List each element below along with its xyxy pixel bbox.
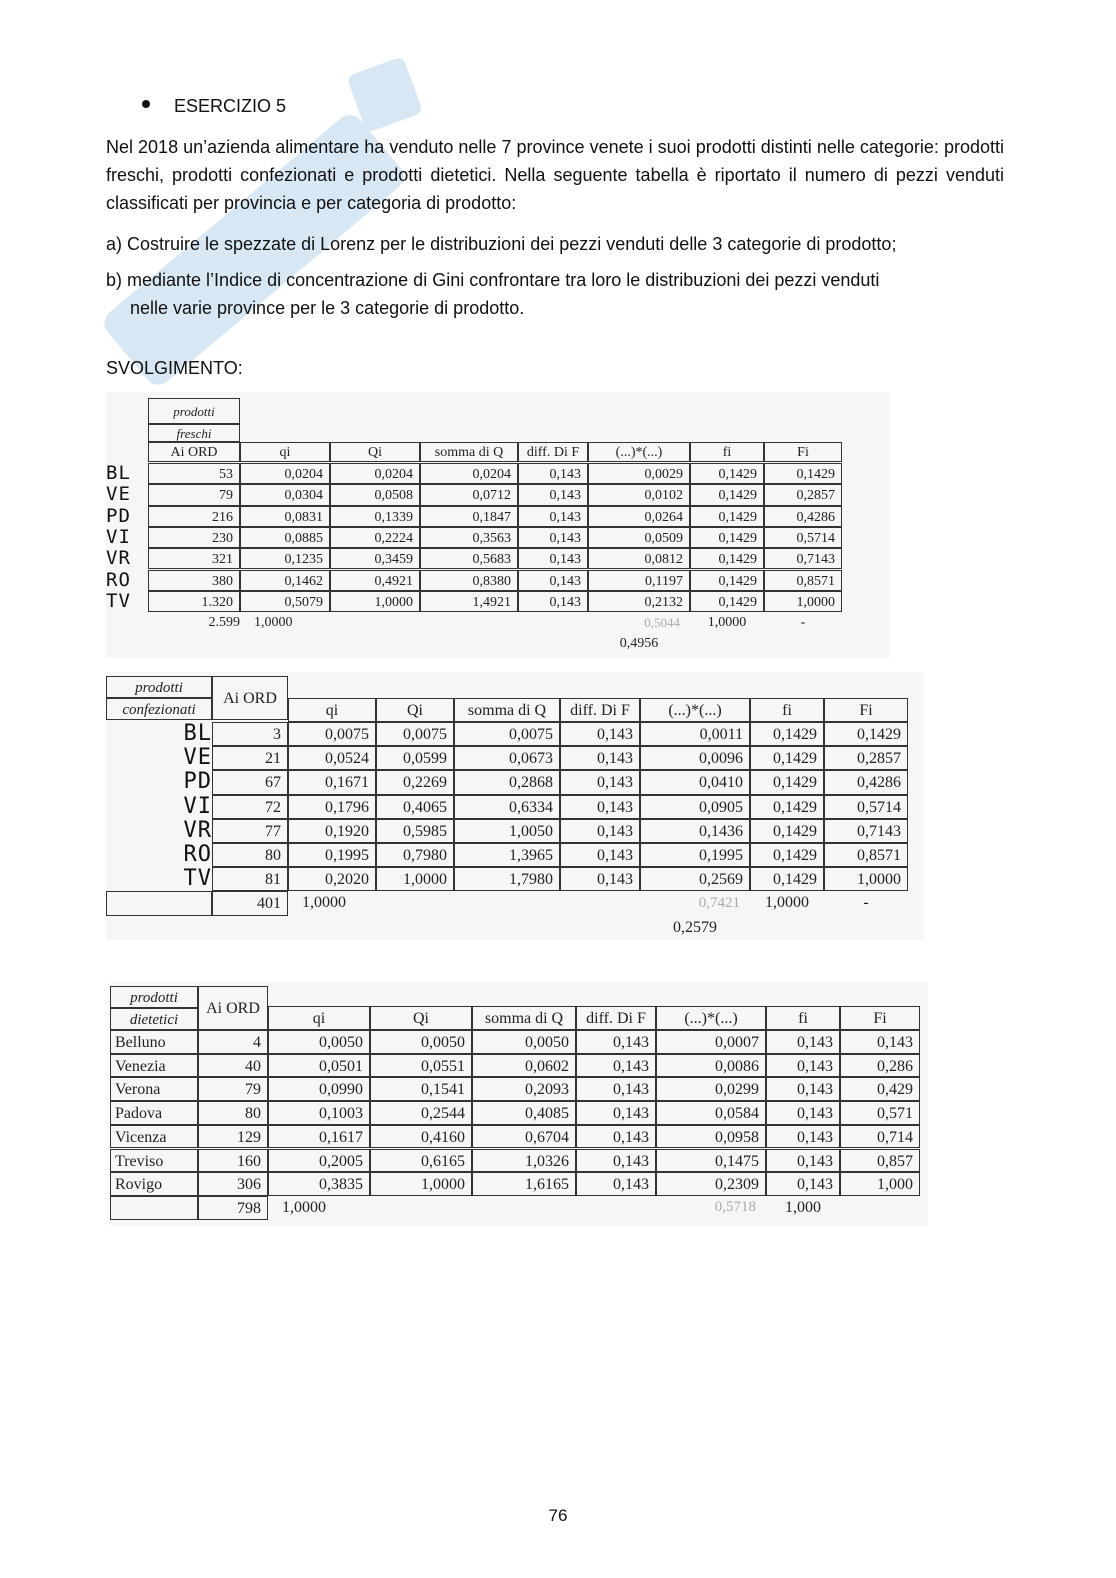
cell-value: 0,143 xyxy=(576,1077,656,1101)
cell-value: 0,5079 xyxy=(240,591,330,612)
cell-value: 0,3459 xyxy=(330,548,420,569)
cell-value: 1,000 xyxy=(840,1172,920,1196)
cell-value: 1,0000 xyxy=(824,867,908,891)
cell-value: 0,143 xyxy=(518,463,588,484)
column-header: somma di Q xyxy=(472,1006,576,1030)
cell-value: 0,0712 xyxy=(420,484,518,505)
cell-value: 0,143 xyxy=(576,1149,656,1173)
column-header: Qi xyxy=(370,1006,472,1030)
cell-value: 0,143 xyxy=(766,1101,840,1125)
cell-value: 0,143 xyxy=(766,1149,840,1173)
total-qi: 1,0000 xyxy=(254,615,293,631)
cell-value: 0,2224 xyxy=(330,527,420,548)
cell-value: 0,143 xyxy=(560,722,640,746)
cell-value: 0,2309 xyxy=(656,1172,766,1196)
category-label: prodotti xyxy=(110,986,198,1008)
cell-value: 0,0958 xyxy=(656,1125,766,1149)
column-header: (...)*(...) xyxy=(588,442,690,462)
sum-product: 0,5718 xyxy=(714,1198,756,1215)
cell-value: 0,2093 xyxy=(472,1077,576,1101)
column-header: Qi xyxy=(330,442,420,462)
cell-value: 0,0096 xyxy=(640,746,750,770)
total-fi: 1,000 xyxy=(785,1198,821,1216)
column-header: somma di Q xyxy=(454,698,560,722)
cell-value: 0,0075 xyxy=(454,722,560,746)
table-diet-products xyxy=(110,982,928,1226)
column-header: Fi xyxy=(764,442,842,462)
province-label: PD xyxy=(106,504,131,527)
cell-value: 0,0885 xyxy=(240,527,330,548)
column-header: fi xyxy=(690,442,764,462)
province-label: VE xyxy=(183,745,212,771)
total-ai: 401 xyxy=(212,891,288,915)
province-label: VI xyxy=(183,793,212,819)
cell-ai: 230 xyxy=(148,527,240,548)
cell-value: 0,143 xyxy=(576,1030,656,1054)
cell-ai: 77 xyxy=(212,819,288,843)
cell-value: 0,7143 xyxy=(764,548,842,569)
cell-value: 0,143 xyxy=(518,506,588,527)
cell-value: 0,0204 xyxy=(240,463,330,484)
cell-value: 0,1429 xyxy=(690,570,764,591)
column-header: diff. Di F xyxy=(560,698,640,722)
cell-value: 1,7980 xyxy=(454,867,560,891)
province-label: RO xyxy=(106,568,131,591)
cell-value: 0,0599 xyxy=(376,746,454,770)
cell-value: 0,1429 xyxy=(690,591,764,612)
cell-value: 0,4286 xyxy=(764,506,842,527)
cell-ai: 380 xyxy=(148,570,240,591)
cell-value: 0,0007 xyxy=(656,1030,766,1054)
cell-value: 0,1462 xyxy=(240,570,330,591)
cell-value: 0,0508 xyxy=(330,484,420,505)
cell-value: 0,8380 xyxy=(420,570,518,591)
cell-value: 0,8571 xyxy=(824,843,908,867)
table-fresh-products xyxy=(106,392,890,658)
cell-value: 0,1429 xyxy=(750,795,824,819)
cell-ai: 79 xyxy=(198,1077,268,1101)
cell-value: 0,1429 xyxy=(690,484,764,505)
column-header: fi xyxy=(750,698,824,722)
cell-value: 0,571 xyxy=(840,1101,920,1125)
cell-value: 0,1429 xyxy=(750,770,824,794)
point-a: a) Costruire le spezzate di Lorenz per le distribuzioni dei pezzi venduti delle 3 categorie di prodotto; xyxy=(106,234,897,254)
cell-value: 0,3835 xyxy=(268,1172,370,1196)
cell-value: 0,143 xyxy=(518,591,588,612)
cell-value: 0,1429 xyxy=(750,746,824,770)
category-label: prodotti xyxy=(106,676,212,698)
cell-value: 0,0410 xyxy=(640,770,750,794)
cell-value: 0,0050 xyxy=(268,1030,370,1054)
cell-ai: 80 xyxy=(212,843,288,867)
cell-value: 0,1995 xyxy=(288,843,376,867)
cell-ai: 4 xyxy=(198,1030,268,1054)
cell-value: 0,0299 xyxy=(656,1077,766,1101)
cell-value: 0,0812 xyxy=(588,548,690,569)
column-header: Qi xyxy=(376,698,454,722)
category-label: dietetici xyxy=(110,1008,198,1030)
column-header: diff. Di F xyxy=(576,1006,656,1030)
province-label: Verona xyxy=(110,1077,198,1101)
cell-value: 0,1003 xyxy=(268,1101,370,1125)
point-b-line1: b) mediante l’Indice di concentrazione di Gini confrontare tra loro le distribuzioni dei pezzi venduti xyxy=(106,270,880,290)
cell-value: 0,1429 xyxy=(750,843,824,867)
column-header: (...)*(...) xyxy=(656,1006,766,1030)
cell-value: 0,1429 xyxy=(690,463,764,484)
cell-value: 0,7143 xyxy=(824,819,908,843)
cell-value: 0,143 xyxy=(840,1030,920,1054)
cell-value: 1,4921 xyxy=(420,591,518,612)
cell-ai: 80 xyxy=(198,1101,268,1125)
sum-product: 0,5044 xyxy=(644,615,680,631)
cell-value: 0,0551 xyxy=(370,1054,472,1078)
cell-value: 0,1436 xyxy=(640,819,750,843)
column-header-ai-ord: Ai ORD xyxy=(198,986,268,1030)
cell-value: 1,6165 xyxy=(472,1172,576,1196)
province-label: RO xyxy=(183,842,212,867)
column-header: qi xyxy=(240,442,330,462)
cell-ai: 72 xyxy=(212,795,288,819)
province-label: Venezia xyxy=(110,1054,198,1078)
cell-ai: 21 xyxy=(212,746,288,770)
cell-value: 0,0524 xyxy=(288,746,376,770)
total-ai: 798 xyxy=(198,1196,268,1220)
cell-value: 1,0000 xyxy=(764,591,842,612)
cell-value: 0,143 xyxy=(576,1101,656,1125)
cell-value: 0,5714 xyxy=(824,795,908,819)
cell-value: 0,2569 xyxy=(640,867,750,891)
cell-ai: 160 xyxy=(198,1149,268,1173)
cell-value: 0,143 xyxy=(576,1054,656,1078)
cell-value: 0,1429 xyxy=(750,867,824,891)
cell-value: 0,143 xyxy=(766,1172,840,1196)
cell-value: 0,0050 xyxy=(472,1030,576,1054)
cell-value: 0,7980 xyxy=(376,843,454,867)
cell-value: 0,143 xyxy=(518,548,588,569)
column-header-ai-ord: Ai ORD xyxy=(212,676,288,720)
cell-ai: 1.320 xyxy=(148,591,240,612)
cell-value: 0,5985 xyxy=(376,819,454,843)
column-header-ai-ord: Ai ORD xyxy=(148,442,240,462)
cell-value: 0,143 xyxy=(518,484,588,505)
column-header: (...)*(...) xyxy=(640,698,750,722)
total-qi: 1,0000 xyxy=(302,894,346,912)
category-label: prodotti xyxy=(148,398,240,424)
cell-value: 0,6704 xyxy=(472,1125,576,1149)
cell-value: 0,1429 xyxy=(750,819,824,843)
cell-value: 0,1429 xyxy=(824,722,908,746)
cell-value: 0,143 xyxy=(560,746,640,770)
cell-value: 0,0501 xyxy=(268,1054,370,1078)
total-fi: 1,0000 xyxy=(765,894,809,912)
cell-value: 0,143 xyxy=(518,570,588,591)
cell-value: 0,6165 xyxy=(370,1149,472,1173)
cell-value: 0,4160 xyxy=(370,1125,472,1149)
cell-value: 0,1995 xyxy=(640,843,750,867)
cell-value: 0,8571 xyxy=(764,570,842,591)
column-header: qi xyxy=(268,1006,370,1030)
cell-value: 0,2005 xyxy=(268,1149,370,1173)
cell-value: 0,5683 xyxy=(420,548,518,569)
total-blank xyxy=(110,1196,198,1220)
cell-value: 0,2857 xyxy=(764,484,842,505)
cell-ai: 3 xyxy=(212,722,288,746)
cell-value: 0,0204 xyxy=(420,463,518,484)
cell-value: 0,143 xyxy=(560,770,640,794)
cell-value: 0,1847 xyxy=(420,506,518,527)
sum-product: 0,7421 xyxy=(698,895,740,912)
cell-value: 0,143 xyxy=(766,1030,840,1054)
cell-ai: 129 xyxy=(198,1125,268,1149)
cell-value: 0,0029 xyxy=(588,463,690,484)
cell-value: 0,1429 xyxy=(690,506,764,527)
cell-value: 0,2020 xyxy=(288,867,376,891)
solution-label: SVOLGIMENTO: xyxy=(106,358,243,378)
cell-ai: 81 xyxy=(212,867,288,891)
cell-value: 0,2868 xyxy=(454,770,560,794)
cell-value: 0,5714 xyxy=(764,527,842,548)
cell-value: 0,1339 xyxy=(330,506,420,527)
cell-value: 1,0000 xyxy=(370,1172,472,1196)
province-label: BL xyxy=(106,462,131,484)
province-label: Vicenza xyxy=(110,1125,198,1149)
cell-value: 0,1541 xyxy=(370,1077,472,1101)
cell-value: 0,4085 xyxy=(472,1101,576,1125)
cell-value: 0,286 xyxy=(840,1054,920,1078)
cell-value: 0,0075 xyxy=(376,722,454,746)
category-label: confezionati xyxy=(106,698,212,720)
cell-value: 0,1235 xyxy=(240,548,330,569)
cell-value: 0,1475 xyxy=(656,1149,766,1173)
cell-ai: 53 xyxy=(148,463,240,484)
cell-value: 0,0905 xyxy=(640,795,750,819)
total-dash: - xyxy=(863,894,869,912)
bullet-icon xyxy=(142,100,150,108)
cell-value: 0,1429 xyxy=(690,527,764,548)
cell-value: 0,143 xyxy=(560,795,640,819)
province-label: Rovigo xyxy=(110,1172,198,1196)
cell-value: 0,0602 xyxy=(472,1054,576,1078)
cell-value: 0,4286 xyxy=(824,770,908,794)
gini-index: 0,4956 xyxy=(619,636,659,652)
cell-value: 0,429 xyxy=(840,1077,920,1101)
table-packaged-products xyxy=(106,672,924,940)
cell-value: 0,0075 xyxy=(288,722,376,746)
cell-value: 0,1796 xyxy=(288,795,376,819)
cell-value: 0,143 xyxy=(576,1172,656,1196)
cell-value: 1,0000 xyxy=(330,591,420,612)
cell-value: 0,143 xyxy=(766,1077,840,1101)
cell-value: 0,2269 xyxy=(376,770,454,794)
cell-value: 0,143 xyxy=(560,867,640,891)
province-label: PD xyxy=(183,769,212,795)
column-header: fi xyxy=(766,1006,840,1030)
cell-value: 0,0204 xyxy=(330,463,420,484)
cell-value: 0,1429 xyxy=(690,548,764,569)
cell-value: 0,0264 xyxy=(588,506,690,527)
cell-value: 0,0102 xyxy=(588,484,690,505)
column-header: qi xyxy=(288,698,376,722)
cell-value: 1,0050 xyxy=(454,819,560,843)
point-b-line2: nelle varie province per le 3 categorie di prodotto. xyxy=(130,298,525,318)
exercise-title: ESERCIZIO 5 xyxy=(174,96,287,116)
cell-value: 0,0673 xyxy=(454,746,560,770)
province-label: VR xyxy=(106,547,131,570)
cell-value: 0,0509 xyxy=(588,527,690,548)
cell-value: 0,0086 xyxy=(656,1054,766,1078)
cell-value: 0,857 xyxy=(840,1149,920,1173)
total-qi: 1,0000 xyxy=(282,1198,326,1216)
exercise-intro: Nel 2018 un’azienda alimentare ha venduto nelle 7 province venete i suoi prodotti distinti nelle categorie: prodotti freschi, prodotti confezionati e prodotti dietetici. Nella seguente tabella è riportato il numero di pezzi venduti classificati per provincia e per categoria di prodotto: xyxy=(106,137,1004,213)
total-blank xyxy=(106,891,212,915)
cell-value: 0,2857 xyxy=(824,746,908,770)
cell-value: 1,3965 xyxy=(454,843,560,867)
cell-value: 0,1197 xyxy=(588,570,690,591)
cell-value: 0,0050 xyxy=(370,1030,472,1054)
cell-value: 0,143 xyxy=(766,1054,840,1078)
province-label: BL xyxy=(183,721,212,746)
total-fi: 1,0000 xyxy=(707,615,747,631)
cell-value: 0,6334 xyxy=(454,795,560,819)
cell-value: 0,143 xyxy=(560,819,640,843)
cell-value: 0,1429 xyxy=(750,722,824,746)
cell-ai: 306 xyxy=(198,1172,268,1196)
column-header: Fi xyxy=(824,698,908,722)
cell-value: 0,0990 xyxy=(268,1077,370,1101)
total-dash: - xyxy=(800,615,806,631)
cell-value: 0,1671 xyxy=(288,770,376,794)
cell-value: 0,1617 xyxy=(268,1125,370,1149)
cell-value: 1,0326 xyxy=(472,1149,576,1173)
province-label: VI xyxy=(106,525,131,548)
category-label: freschi xyxy=(148,424,240,442)
cell-value: 0,143 xyxy=(518,527,588,548)
province-label: Padova xyxy=(110,1101,198,1125)
province-label: Treviso xyxy=(110,1149,198,1173)
gini-index: 0,2579 xyxy=(673,918,717,936)
cell-value: 0,1429 xyxy=(764,463,842,484)
cell-value: 0,1920 xyxy=(288,819,376,843)
cell-value: 1,0000 xyxy=(376,867,454,891)
cell-ai: 40 xyxy=(198,1054,268,1078)
cell-value: 0,0584 xyxy=(656,1101,766,1125)
cell-value: 0,4921 xyxy=(330,570,420,591)
cell-value: 0,143 xyxy=(766,1125,840,1149)
cell-ai: 67 xyxy=(212,770,288,794)
cell-value: 0,3563 xyxy=(420,527,518,548)
cell-value: 0,0011 xyxy=(640,722,750,746)
cell-value: 0,2544 xyxy=(370,1101,472,1125)
province-label: TV xyxy=(183,866,212,892)
column-header: Fi xyxy=(840,1006,920,1030)
column-header: somma di Q xyxy=(420,442,518,462)
cell-value: 0,143 xyxy=(560,843,640,867)
total-ai: 2.599 xyxy=(208,615,240,631)
cell-value: 0,2132 xyxy=(588,591,690,612)
cell-value: 0,4065 xyxy=(376,795,454,819)
province-label: Belluno xyxy=(110,1030,198,1054)
province-label: VE xyxy=(106,483,131,506)
cell-value: 0,143 xyxy=(576,1125,656,1149)
cell-ai: 321 xyxy=(148,548,240,569)
cell-value: 0,0831 xyxy=(240,506,330,527)
cell-value: 0,714 xyxy=(840,1125,920,1149)
province-label: TV xyxy=(106,589,131,612)
cell-ai: 79 xyxy=(148,484,240,505)
cell-ai: 216 xyxy=(148,506,240,527)
page-number: 76 xyxy=(548,1506,568,1525)
cell-value: 0,0304 xyxy=(240,484,330,505)
column-header: diff. Di F xyxy=(518,442,588,462)
province-label: VR xyxy=(183,817,212,843)
